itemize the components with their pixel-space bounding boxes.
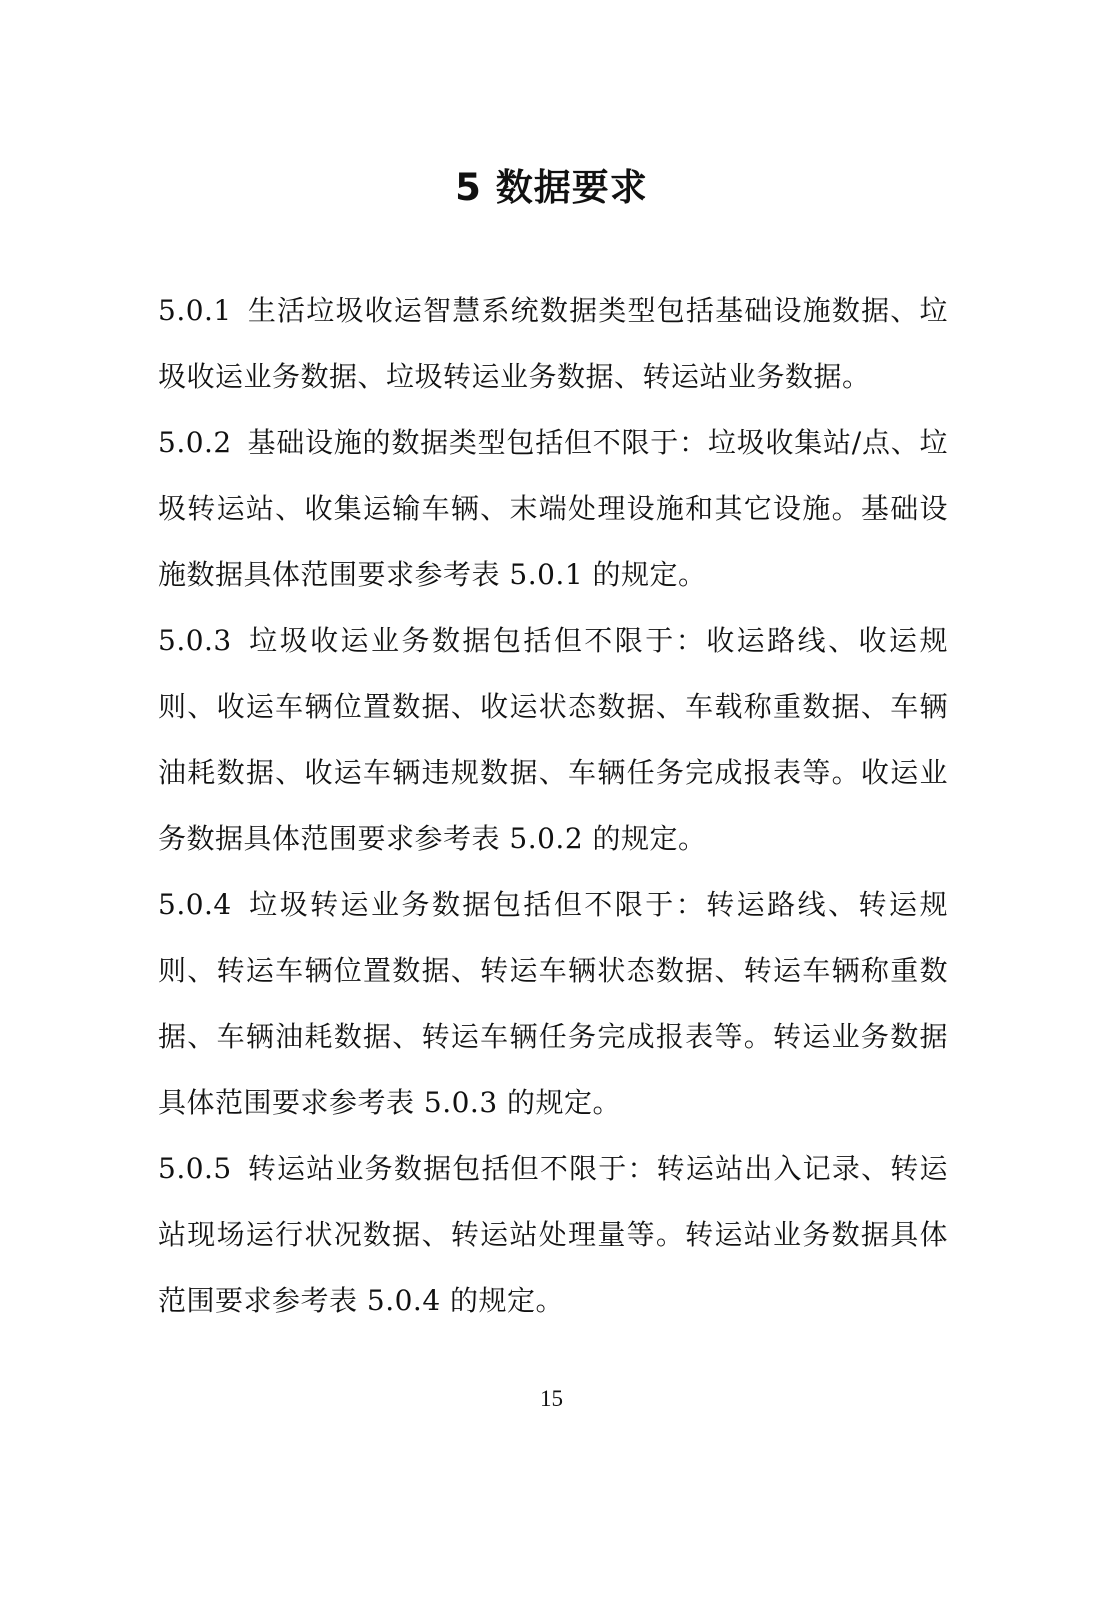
clause-text: 垃圾转运业务数据包括但不限于：转运路线、转运规则、转运车辆位置数据、转运车辆状态数据、转运车辆称重数据、车辆油耗数据、转运车辆任务完成报表等。转运业务数据具体范围要求参考表 5.0.3 的规定。 — [158, 888, 948, 1119]
clause-number: 5.0.1 — [158, 294, 232, 327]
chapter-title: 5 数据要求 — [455, 166, 648, 209]
clause-text: 垃圾收运业务数据包括但不限于：收运路线、收运规则、收运车辆位置数据、收运状态数据、车载称重数据、车辆油耗数据、收运车辆违规数据、车辆任务完成报表等。收运业务数据具体范围要求参考表 5.0.2 的规定。 — [158, 624, 948, 855]
clause-5-0-2 — [158, 410, 948, 608]
clause-number: 5.0.4 — [158, 888, 232, 921]
clause-number: 5.0.2 — [158, 426, 232, 459]
clause-number: 5.0.3 — [158, 624, 232, 657]
clause-text: 基础设施的数据类型包括但不限于：垃圾收集站/点、垃圾转运站、收集运输车辆、末端处理设施和其它设施。基础设施数据具体范围要求参考表 5.0.1 的规定。 — [158, 426, 949, 591]
clause-text: 生活垃圾收运智慧系统数据类型包括基础设施数据、垃圾收运业务数据、垃圾转运业务数据、转运站业务数据。 — [158, 294, 948, 393]
body-text — [158, 278, 948, 1334]
clause-5-0-3 — [158, 608, 948, 872]
clause-5-0-1 — [158, 278, 948, 410]
clause-5-0-4 — [158, 872, 948, 1136]
clause-number: 5.0.5 — [158, 1152, 232, 1185]
clause-5-0-5 — [158, 1136, 948, 1334]
clause-text: 转运站业务数据包括但不限于：转运站出入记录、转运站现场运行状况数据、转运站处理量等。转运站业务数据具体范围要求参考表 5.0.4 的规定。 — [158, 1152, 948, 1317]
page-number: 15 — [540, 1386, 563, 1411]
